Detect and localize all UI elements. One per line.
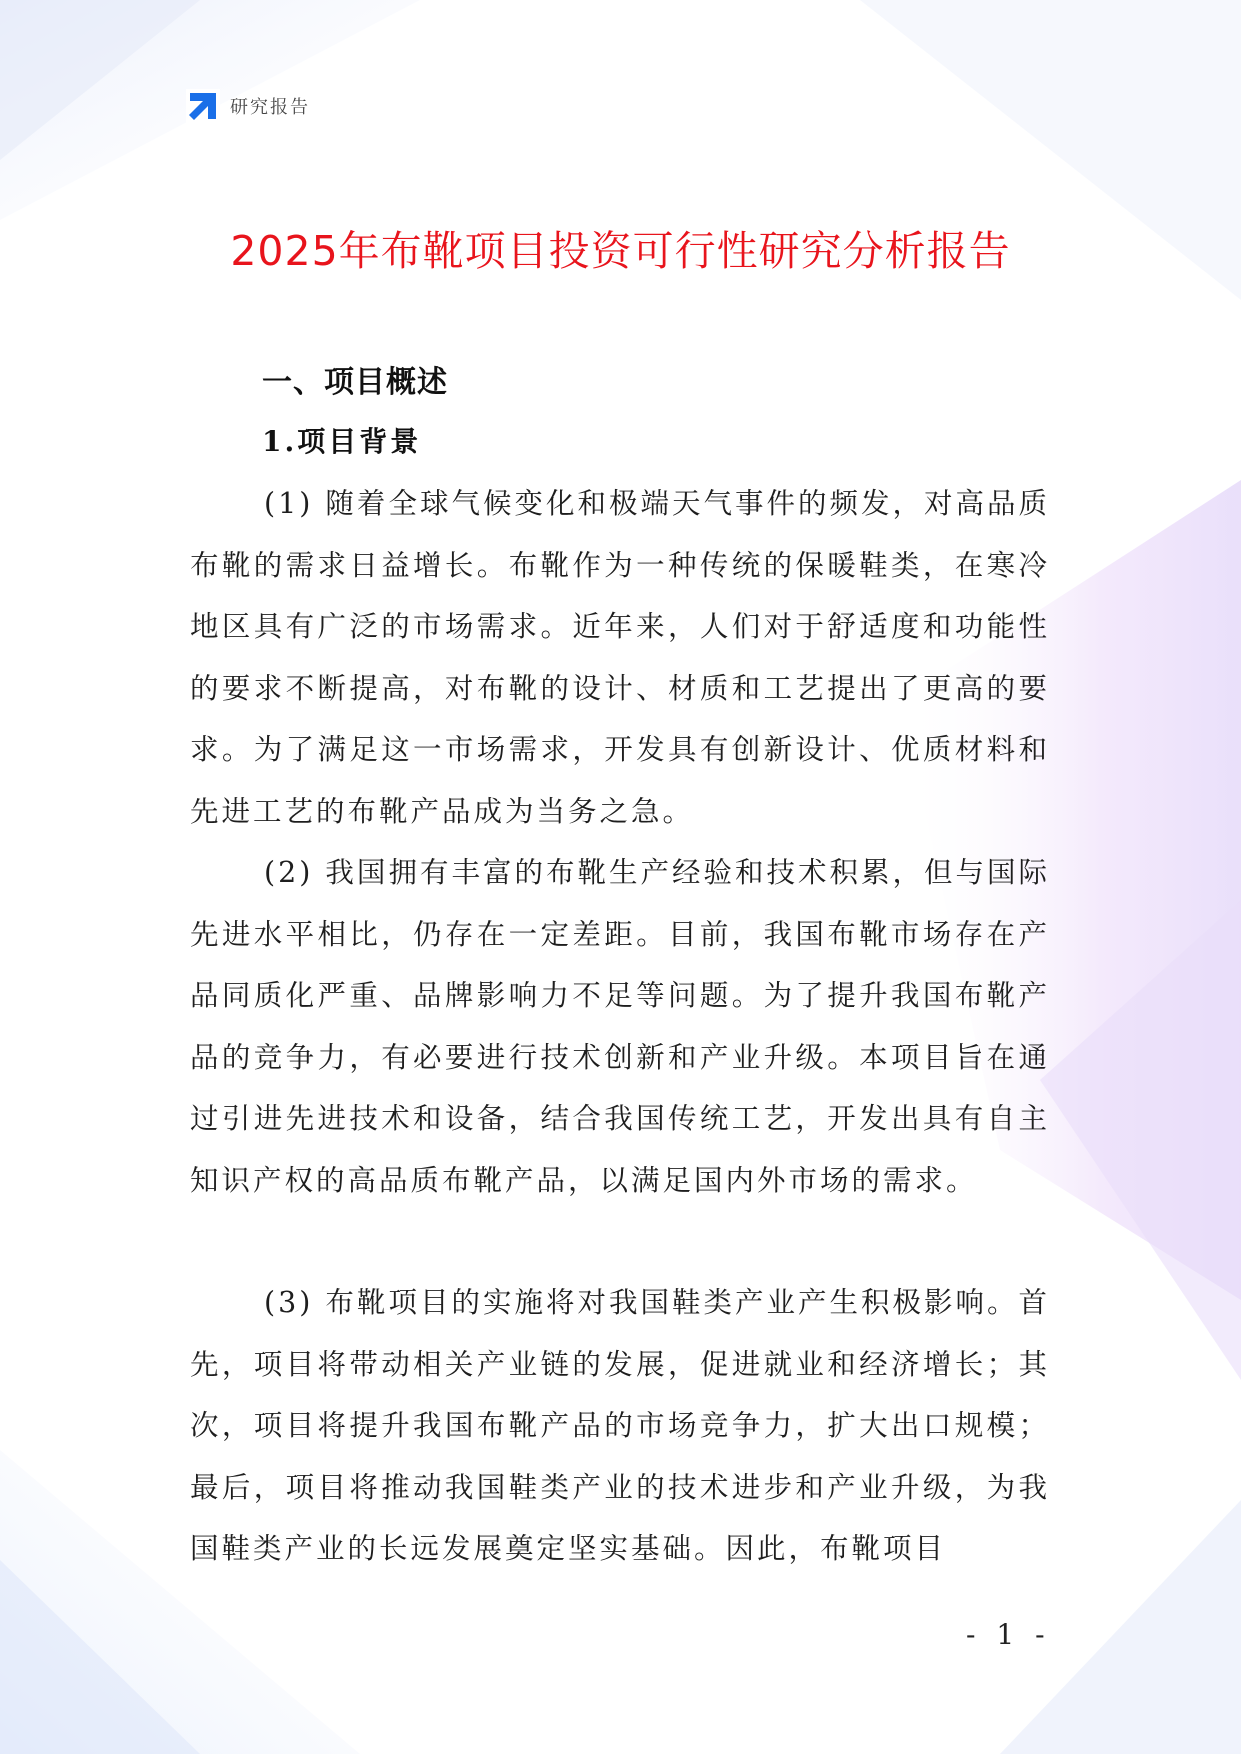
- paragraph-2: (2) 我国拥有丰富的布靴生产经验和技术积累，但与国际先进水平相比，仍存在一定差距。目前，我国布靴市场存在产品同质化严重、品牌影响力不足等问题。为了提升我国布靴产品的竞争力，有必要进行技术创新和产业升级。本项目旨在通过引进先进技术和设备，结合我国传统工艺，开发出具有自主知识产权的高品质布靴产品，以满足国内外市场的需求。: [190, 856, 1050, 1197]
- section-heading: 一、项目概述: [262, 365, 448, 400]
- arrow-up-right-icon: [186, 89, 220, 123]
- document-title: 2025年布靴项目投资可行性研究分析报告: [230, 227, 1011, 275]
- header-label: 研究报告: [230, 97, 310, 118]
- subsection-heading: 1.项目背景: [262, 425, 422, 458]
- page-number: - 1 -: [966, 1618, 1051, 1651]
- report-header: [186, 88, 310, 124]
- paragraph-3: (3) 布靴项目的实施将对我国鞋类产业产生积极影响。首先，项目将带动相关产业链的发展，促进就业和经济增长；其次，项目将提升我国布靴产品的市场竞争力，扩大出口规模；最后，项目将推动我国鞋类产业的技术进步和产业升级，为我国鞋类产业的长远发展奠定坚实基础。因此，布靴项目: [190, 1286, 1050, 1565]
- paragraph-1: (1) 随着全球气候变化和极端天气事件的频发，对高品质布靴的需求日益增长。布靴作为一种传统的保暖鞋类，在寒冷地区具有广泛的市场需求。近年来，人们对于舒适度和功能性的要求不断提高，对布靴的设计、材质和工艺提出了更高的要求。为了满足这一市场需求，开发具有创新设计、优质材料和先进工艺的布靴产品成为当务之急。: [190, 487, 1050, 828]
